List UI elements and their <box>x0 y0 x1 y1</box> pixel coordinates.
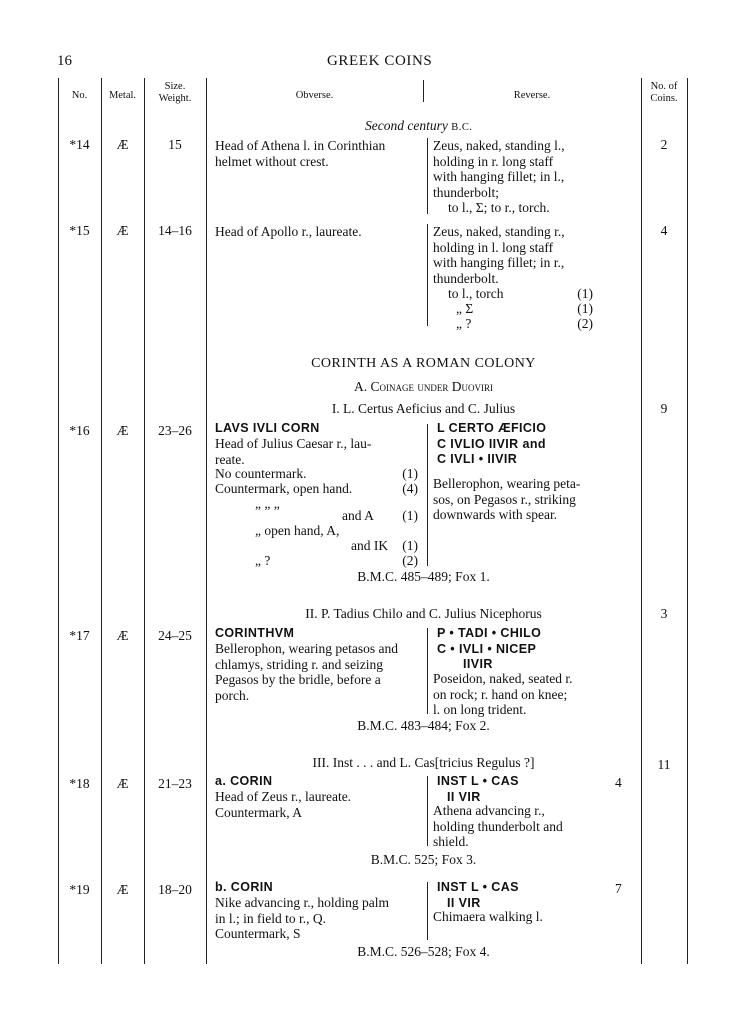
entry-18-size: 21–23 <box>158 776 192 791</box>
entry-17-obverse <box>215 641 398 703</box>
entry-17-reverse-legend <box>437 626 541 673</box>
entry-18-reverse <box>433 803 563 850</box>
reverse-line: holding in r. long staff <box>433 153 554 169</box>
reverse-legend-line: INST L • CAS <box>437 774 519 788</box>
reverse-legend-line: II VIR <box>447 895 481 910</box>
countermark-label: and ΙΚ <box>351 538 389 553</box>
entry-19-count: 7 <box>615 881 622 896</box>
countermark-label: „ ? <box>255 553 271 568</box>
entry-19-size: 18–20 <box>158 882 192 897</box>
col-header-metal: Metal. <box>108 90 137 101</box>
countermark-label: „ „ „ <box>255 496 280 511</box>
obverse-reverse-divider <box>427 138 428 214</box>
obverse-line: Countermark, S <box>215 926 301 941</box>
entry-18-reference: B.M.C. 525; Fox 3. <box>370 852 477 867</box>
col-header-no: No. <box>71 90 88 101</box>
table-rule-metal <box>101 78 102 964</box>
obverse-reverse-divider <box>427 224 428 326</box>
entry-16-size: 23–26 <box>158 423 192 438</box>
entry-19-no: *19 <box>69 882 90 897</box>
obverse-line: Bellerophon, wearing petasos and <box>215 641 398 656</box>
reverse-legend-line: C • IVLI • NICEP <box>437 641 537 656</box>
entry-19-obverse-legend: b. CORIN <box>215 880 274 894</box>
col-header-reverse: Reverse. <box>513 90 551 101</box>
reverse-line: Poseidon, naked, seated r. <box>433 671 573 686</box>
table-rule-obverse <box>206 78 207 964</box>
reverse-line: to l., Σ; to r., torch. <box>448 200 550 215</box>
countermark-count: (2) <box>402 553 418 568</box>
entry-19-reference: B.M.C. 526–528; Fox 4. <box>357 944 490 959</box>
entry-15-size: 14–16 <box>158 223 192 238</box>
obverse-reverse-divider <box>427 424 428 566</box>
entry-19-reverse: Chimaera walking l. <box>433 909 543 924</box>
table-rule-coins <box>641 78 642 964</box>
obverse-reverse-divider <box>427 776 428 846</box>
reverse-legend-line: INST L • CAS <box>437 880 519 894</box>
entry-18-reverse-legend <box>437 774 519 805</box>
reverse-line: holding thunderbolt and <box>433 818 563 834</box>
reverse-line: l. on long trident. <box>433 702 527 717</box>
countermark-count: (1) <box>402 538 418 553</box>
reverse-legend-line: C IVLIO IIVIR and <box>437 436 546 451</box>
reverse-line: sos, on Pegasos r., striking <box>433 491 576 507</box>
entry-16-obverse <box>215 436 371 467</box>
countermark-label: and A <box>342 508 374 523</box>
entry-15-variants <box>448 286 593 331</box>
variant-count: (1) <box>577 301 593 316</box>
col-header-size: Size. <box>164 81 186 92</box>
variant-label: „ ? <box>456 316 472 331</box>
entry-18-no: *18 <box>69 776 90 791</box>
reverse-legend-line: C IVLI • IIVIR <box>437 452 518 466</box>
entry-16-reference: B.M.C. 485–489; Fox 1. <box>357 569 490 584</box>
obverse-line: porch. <box>215 687 250 703</box>
reverse-legend-line: L CERTO ÆFICIO <box>437 421 547 435</box>
obverse-reverse-divider <box>427 628 428 714</box>
countermark-count: (1) <box>402 466 418 481</box>
entry-15-coins: 4 <box>660 223 668 238</box>
section-colony-title: CORINTH AS A ROMAN COLONY <box>311 356 536 371</box>
variant-count: (2) <box>577 316 593 331</box>
reverse-line: shield. <box>433 834 469 849</box>
reverse-line: Athena advancing r., <box>433 803 545 818</box>
reverse-line: Bellerophon, wearing peta- <box>433 476 581 491</box>
entry-17-obverse-legend: CORINTHVM <box>215 626 295 640</box>
entry-19-metal: Æ <box>116 882 129 897</box>
entry-16-metal: Æ <box>116 423 129 438</box>
entry-14-obverse <box>215 138 385 169</box>
obverse-line: Nike advancing r., holding palm <box>215 895 389 910</box>
entry-16-reverse <box>433 476 580 523</box>
reverse-legend-line: P • TADI • CHILO <box>437 626 542 640</box>
col-header-obverse: Obverse. <box>295 90 334 101</box>
subsection-i: I. L. Certus Aeficius and C. Julius <box>331 401 516 416</box>
entry-18-count: 4 <box>615 775 622 790</box>
reverse-line: with hanging fillet; in r., <box>433 255 565 270</box>
col-header-coins: No. of <box>650 81 678 92</box>
entry-15-metal: Æ <box>116 223 129 238</box>
variant-count: (1) <box>577 286 593 301</box>
obverse-line: in l.; in field to r., Q. <box>215 910 326 926</box>
reverse-line: holding in l. long staff <box>433 239 554 255</box>
reverse-legend-line: II VIR <box>447 789 481 804</box>
variant-label: to l., torch <box>448 286 504 301</box>
entry-17-reference: B.M.C. 483–484; Fox 2. <box>357 718 490 733</box>
reverse-line: thunderbolt. <box>433 270 499 286</box>
running-title: GREEK COINS <box>327 53 433 69</box>
section-second-century <box>365 118 472 136</box>
obverse-line: Countermark, A <box>215 804 302 820</box>
countermark-label: Countermark, open hand. <box>215 481 353 496</box>
page-number: 16 <box>57 53 72 69</box>
reverse-line: on rock; r. hand on knee; <box>433 686 568 702</box>
reverse-line: Zeus, naked, standing r., <box>433 224 565 239</box>
entry-17-no: *17 <box>69 628 90 643</box>
reverse-legend-line: IIVIR <box>463 657 493 671</box>
reverse-line: downwards with spear. <box>433 507 558 522</box>
subsection-ii: II. P. Tadius Chilo and C. Julius Nicephorus <box>305 606 542 621</box>
second-century-bc: B.C. <box>451 122 473 133</box>
col-header-weight: Weight. <box>158 93 192 104</box>
col-header-coins-2: Coins. <box>650 93 678 104</box>
entry-16-reverse-legend <box>437 421 546 468</box>
entry-18-obverse-legend: a. CORIN <box>215 774 273 788</box>
entry-17-metal: Æ <box>116 628 129 643</box>
table-rule-right <box>687 78 688 964</box>
entry-14-reverse <box>433 138 565 216</box>
obverse-reverse-divider <box>427 882 428 940</box>
obverse-line: Head of Athena l. in Corinthian <box>215 138 386 153</box>
subsection-i-coins: 9 <box>660 401 668 416</box>
entry-18-obverse <box>215 789 351 820</box>
countermark-count: (1) <box>402 508 418 523</box>
obverse-line: chlamys, striding r. and seizing <box>215 656 383 672</box>
obverse-line: Head of Zeus r., laureate. <box>215 789 352 804</box>
entry-17-size: 24–25 <box>158 628 192 643</box>
entry-15-obverse: Head of Apollo r., laureate. <box>215 224 362 239</box>
table-rule-size <box>144 78 145 964</box>
second-century-label: Second century <box>365 118 448 133</box>
countermark-label: No countermark. <box>215 466 307 481</box>
obverse-line: helmet without crest. <box>215 153 329 169</box>
obverse-line: Head of Julius Caesar r., lau- <box>215 436 372 451</box>
entry-15-reverse <box>433 224 565 286</box>
entry-16-obverse-legend: LAVS IVLI CORN <box>215 421 320 435</box>
obverse-line: Pegasos by the bridle, before a <box>215 672 381 687</box>
entry-17-reverse <box>433 671 572 718</box>
subsection-ii-coins: 3 <box>660 606 668 621</box>
subsection-iii-coins: 11 <box>657 757 671 772</box>
entry-15-no: *15 <box>69 223 90 238</box>
entry-19-reverse-legend <box>437 880 519 911</box>
subsection-iii: III. Inst . . . and L. Cas[tricius Regulus ?] <box>312 755 535 770</box>
entry-19-obverse <box>215 895 389 942</box>
obverse-line: reate. <box>215 451 245 467</box>
countermark-label: „ open hand, A, <box>255 523 340 538</box>
entry-14-coins: 2 <box>660 137 668 152</box>
countermark-count: (4) <box>402 481 418 496</box>
table-rule-left <box>58 78 59 964</box>
reverse-line: Zeus, naked, standing l., <box>433 138 565 153</box>
entry-14-size: 15 <box>168 137 182 152</box>
reverse-line: with hanging fillet; in l., <box>433 169 565 184</box>
reverse-line: thunderbolt; <box>433 184 499 200</box>
entry-14-no: *14 <box>69 137 90 152</box>
section-coinage: A. Coinage under Duoviri <box>354 379 493 394</box>
entry-14-metal: Æ <box>116 137 129 152</box>
entry-16-countermarks <box>215 466 418 568</box>
variant-label: „ Σ <box>456 301 474 316</box>
entry-18-metal: Æ <box>116 776 129 791</box>
entry-16-no: *16 <box>69 423 90 438</box>
